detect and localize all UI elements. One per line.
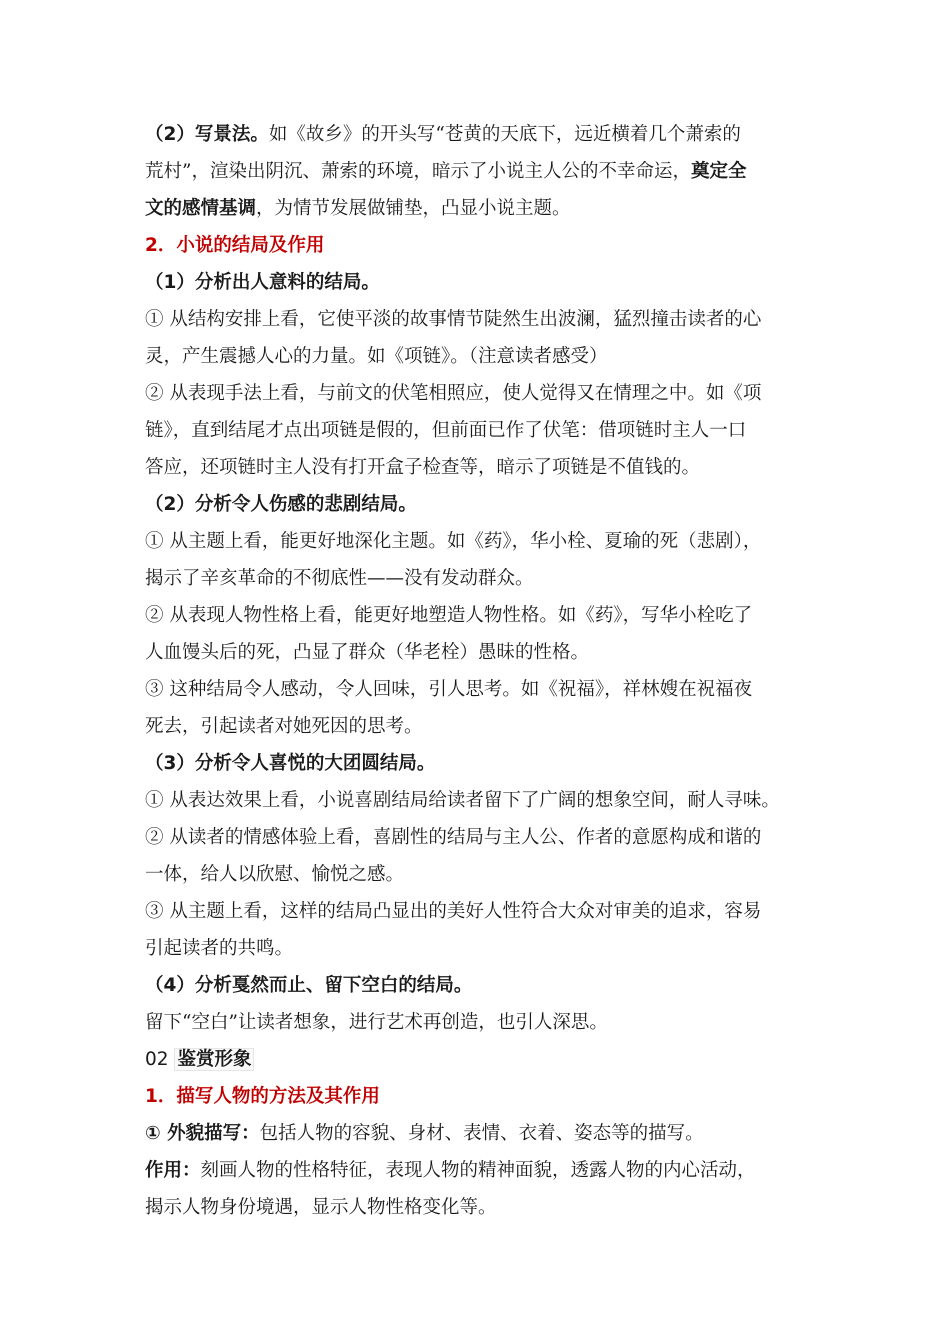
paragraph-line: 链》，直到结尾才点出项链是假的，但前面已作了伏笔：借项链时主人一口 <box>145 420 747 441</box>
paragraph-line <box>145 190 817 227</box>
paragraph-line <box>145 153 817 190</box>
emphasis-text: 文的感情基调 <box>145 198 257 219</box>
paragraph-line: 一体，给人以欣慰、愉悦之感。 <box>145 864 405 885</box>
subsection-title: （1）分析出人意料的结局。 <box>145 272 380 293</box>
red-heading: 2．小说的结局及作用 <box>145 235 325 256</box>
paragraph-line: ① 从结构安排上看，它使平淡的故事情节陡然生出波澜，猛烈撞击读者的心 <box>145 309 762 330</box>
emphasis-text: 奠定全 <box>690 161 747 182</box>
paragraph-line: ② 从读者的情感体验上看，喜剧性的结局与主人公、作者的意愿构成和谐的 <box>145 827 762 848</box>
red-heading: 1．描写人物的方法及其作用 <box>145 1086 380 1107</box>
paragraph-line <box>145 116 817 153</box>
section-heading <box>145 1041 817 1078</box>
body-text: 如《故乡》的开头写“苍黄的天底下，远近横着几个萧索的 <box>268 124 741 145</box>
paragraph-line: ② 从表现人物性格上看，能更好地塑造人物性格。如《药》，写华小栓吃了 <box>145 605 753 626</box>
paragraph-line: 揭示了辛亥革命的不彻底性——没有发动群众。 <box>145 568 534 589</box>
paragraph-line: ① 从表达效果上看，小说喜剧结局给读者留下了广阔的想象空间，耐人寻味。 <box>145 790 780 811</box>
paragraph-line: 引起读者的共鸣。 <box>145 938 294 959</box>
body-text: 包括人物的容貌、身材、表情、衣着、姿态等的描写。 <box>259 1123 704 1144</box>
paragraph-line: ③ 这种结局令人感动，令人回味，引人思考。如《祝福》，祥林嫂在祝福夜 <box>145 679 753 700</box>
section-number: 02 <box>145 1049 169 1070</box>
effect-label: 作用： <box>145 1160 201 1181</box>
item-label: ① 外貌描写： <box>145 1123 260 1144</box>
paragraph-line: 留下“空白”让读者想象，进行艺术再创造，也引人深思。 <box>145 1012 608 1033</box>
paragraph-line <box>145 1115 817 1152</box>
body-text: 荒村”，渲染出阴沉、萧索的环境，暗示了小说主人公的不幸命运， <box>145 161 691 182</box>
paragraph-line: ① 从主题上看，能更好地深化主题。如《药》，华小栓、夏瑜的死（悲剧）， <box>145 531 762 552</box>
paragraph-line: ② 从表现手法上看，与前文的伏笔相照应，使人觉得又在情理之中。如《项 <box>145 383 762 404</box>
paragraph-line <box>145 1152 817 1189</box>
body-text: 刻画人物的性格特征，表现人物的精神面貌，透露人物的内心活动， <box>200 1160 756 1181</box>
paragraph-line: 答应，还项链时主人没有打开盒子检查等，暗示了项链是不值钱的。 <box>145 457 701 478</box>
paragraph-line: 灵，产生震撼人心的力量。如《项链》。（注意读者感受） <box>145 346 608 367</box>
paragraph-line: 人血馒头后的死，凸显了群众（华老栓）愚昧的性格。 <box>145 642 590 663</box>
paragraph-line: 死去，引起读者对她死因的思考。 <box>145 716 423 737</box>
subsection-title: （4）分析戛然而止、留下空白的结局。 <box>145 975 473 996</box>
item-label: （2）写景法。 <box>145 124 269 145</box>
paragraph-line: 揭示人物身份境遇，显示人物性格变化等。 <box>145 1197 497 1218</box>
section-title: 鉴赏形象 <box>174 1048 254 1071</box>
document-body <box>145 116 817 1226</box>
subsection-title: （2）分析令人伤感的悲剧结局。 <box>145 494 417 515</box>
subsection-title: （3）分析令人喜悦的大团圆结局。 <box>145 753 436 774</box>
paragraph-line: ③ 从主题上看，这样的结局凸显出的美好人性符合大众对审美的追求，容易 <box>145 901 762 922</box>
body-text: ，为情节发展做铺垫，凸显小说主题。 <box>256 198 571 219</box>
